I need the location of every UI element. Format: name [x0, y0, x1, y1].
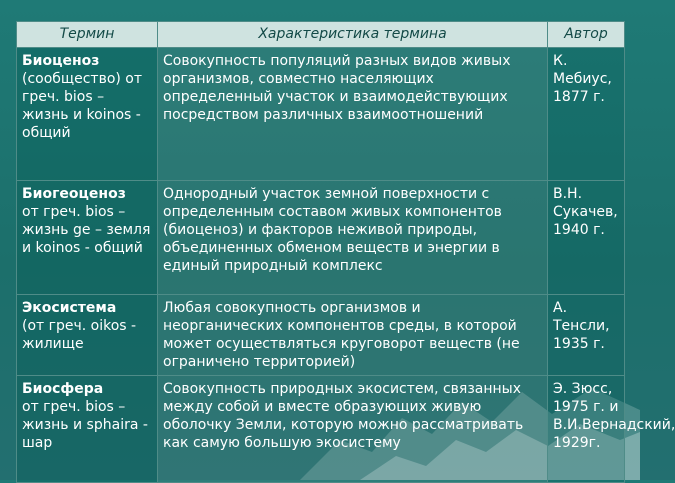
term-etymology: (от греч. oikos - жилище [22, 318, 137, 352]
author-cell: А. Тенсли, 1935 г. [548, 295, 625, 376]
term-cell [17, 48, 158, 181]
description-cell: Совокупность природных экосистем, связанных между собой и вместе образующих живую оболочку Земли, которую можно рассматривать как самую большую экосистему [158, 376, 548, 483]
table-header-row [17, 22, 625, 48]
author-cell: Э. Зюсс, 1975 г. и В.И.Вернадский, 1929г. [548, 376, 625, 483]
description-cell: Совокупность популяций разных видов живых организмов, совместно населяющих определенный участок и взаимодействующих посредством различных взаимоотношений [158, 48, 548, 181]
term-name: Биосфера [22, 381, 104, 397]
term-name: Биогеоценоз [22, 186, 126, 202]
term-etymology: от греч. bios – жизнь и sphaira - шар [22, 399, 148, 451]
header-term: Термин [17, 22, 158, 48]
description-cell: Любая совокупность организмов и неорганических компонентов среды, в которой может осуществляться круговорот веществ (не ограничено территорией) [158, 295, 548, 376]
term-cell [17, 181, 158, 295]
term-cell [17, 376, 158, 483]
author-cell: К. Мебиус, 1877 г. [548, 48, 625, 181]
author-cell: В.Н. Сукачев, 1940 г. [548, 181, 625, 295]
term-cell [17, 295, 158, 376]
header-author: Автор [548, 22, 625, 48]
table-row [17, 48, 625, 181]
table-row [17, 295, 625, 376]
table-row [17, 376, 625, 483]
term-name: Экосистема [22, 300, 117, 316]
description-cell: Однородный участок земной поверхности с определенным составом живых компонентов (биоценоз) и факторов неживой природы, объединенных обменом веществ и энергии в единый природный комплекс [158, 181, 548, 295]
term-etymology: от греч. bios – жизнь ge – земля и koinos - общий [22, 204, 151, 256]
table-row [17, 181, 625, 295]
term-etymology: (сообщество) от греч. bios – жизнь и koinos - общий [22, 71, 143, 141]
terms-table [16, 21, 675, 483]
header-description: Характеристика термина [158, 22, 548, 48]
term-name: Биоценоз [22, 53, 100, 69]
